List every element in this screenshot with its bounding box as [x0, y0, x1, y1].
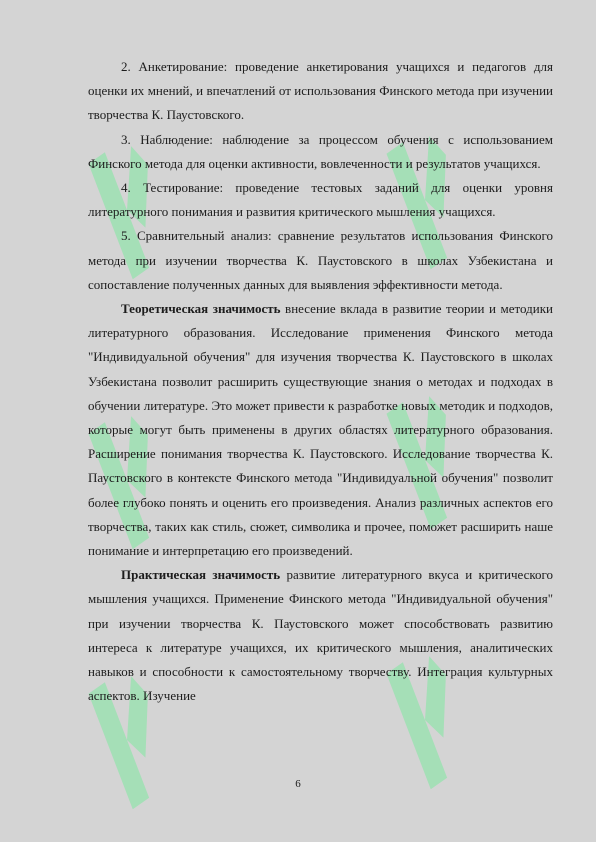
page-number: 6: [295, 778, 301, 790]
paragraph-heading: Теоретическая значимость: [121, 301, 281, 317]
paragraph-text: внесение вклада в развитие теории и методики литературного образования. Исследование применения Финского метода "Индивидуальной обучения" для изучения творчества К. Паустовского в школах Узбекистана позволит расширить существующие знания о методах и подходах в обучении литературе. Это может привести к разработке новых методик и подходов, которые могут быть применены в других областях литературного образования. Расширение понимания творчества К. Паустовского. Исследование творчества К. Паустовского в контексте Финского метода "Индивидуальной обучения" позволит более глубоко понять и оценить его произведения. Анализ различных аспектов его творчества, таких как стиль, сюжет, символика и прочее, поможет расширить наше понимание и интерпретацию его произведений.: [88, 301, 553, 559]
document-body: [88, 55, 553, 708]
paragraph: [88, 176, 553, 224]
paragraph-text: 5. Сравнительный анализ: сравнение результатов использования Финского метода при изучении творчества К. Паустовского в школах Узбекистана и сопоставление полученных данных для выявления эффективности метода.: [88, 228, 553, 292]
paragraph: [88, 128, 553, 176]
paragraph-text: 4. Тестирование: проведение тестовых заданий для оценки уровня литературного понимания и развития критического мышления учащихся.: [88, 180, 553, 220]
paragraph-text: 2. Анкетирование: проведение анкетирования учащихся и педагогов для оценки их мнений, и впечатлений от использования Финского метода при изучении творчества К. Паустовского.: [88, 59, 553, 123]
paragraph-text: развитие литературного вкуса и критического мышления учащихся. Применение Финского метода "Индивидуальной обучения" при изучении творчества К. Паустовского может способствовать развитию интереса к литературе учащихся, их критического мышления, аналитических навыков и способности к самостоятельному творчеству. Интеграция культурных аспектов. Изучение: [88, 567, 554, 704]
paragraph: [88, 297, 553, 563]
paragraph: [88, 563, 553, 708]
paragraph-text: 3. Наблюдение: наблюдение за процессом обучения с использованием Финского метода для оценки активности, вовлеченности и результатов учащихся.: [88, 131, 553, 171]
paragraph: [88, 55, 553, 128]
paragraph-heading: Практическая значимость: [121, 567, 281, 583]
paragraph: [88, 224, 553, 297]
